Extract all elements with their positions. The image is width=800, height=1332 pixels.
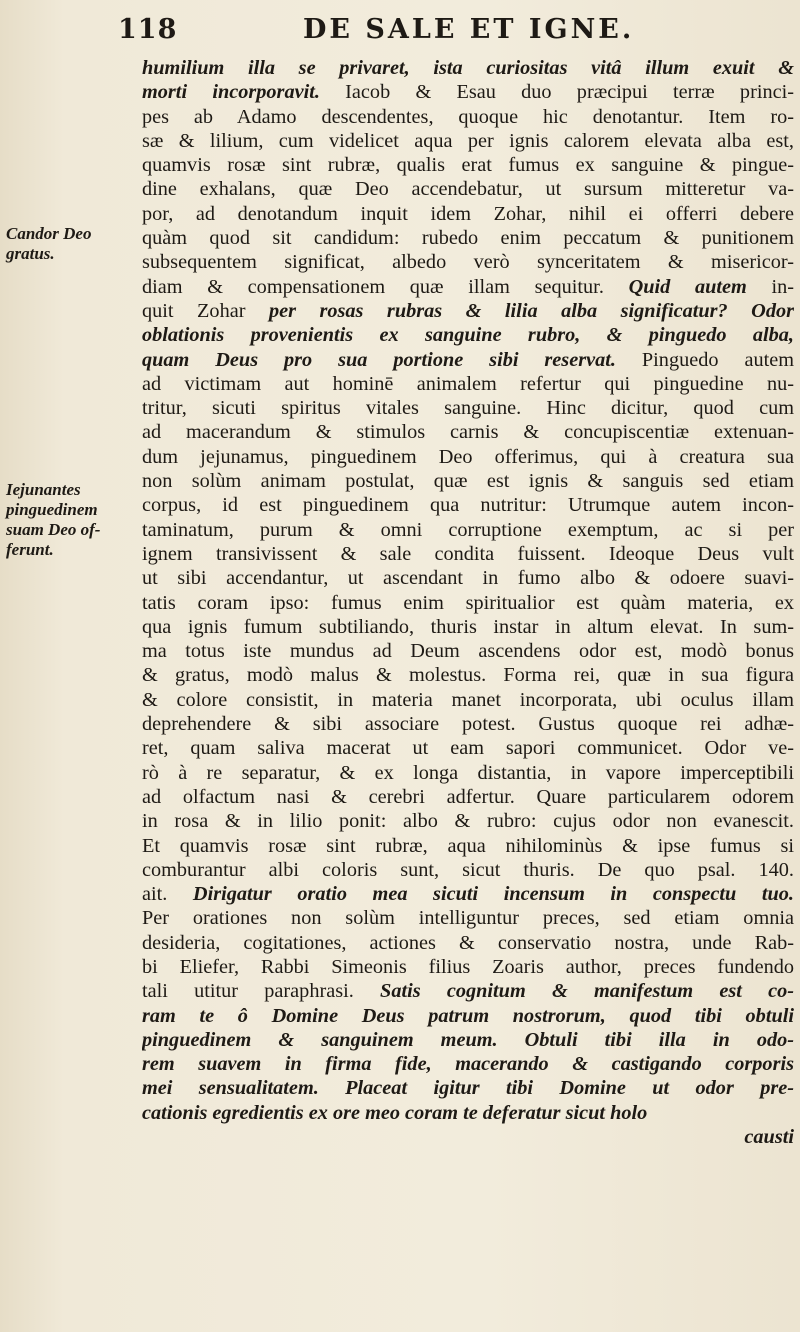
- text-line: [142, 955, 794, 979]
- text-line: [142, 445, 794, 469]
- text-line: [142, 736, 794, 760]
- text-line: [142, 469, 794, 493]
- text-line: [142, 80, 794, 104]
- text-line: [142, 858, 794, 882]
- roman-run: desideria, cogitationes, actiones & conservatio nostra, unde Rab-: [142, 931, 794, 954]
- roman-run: ignem transivissent & sale condita fuissent. Ideoque Deus vult: [142, 542, 794, 565]
- margin-note-line: Iejunantes: [6, 480, 81, 499]
- roman-run: in rosa & in lilio ponit: albo & rubro: cujus odor non evanescit.: [142, 810, 794, 833]
- roman-run: tali utitur paraphrasi.: [142, 980, 381, 1003]
- roman-run: tritur, sicuti spiritus vitales sanguine. Hinc dicitur, quod cum: [142, 397, 794, 420]
- text-line: [142, 275, 794, 299]
- text-line: [142, 348, 794, 372]
- italic-run: Dirigatur oratio mea sicuti incensum in conspectu tuo.: [192, 883, 794, 906]
- text-line: [142, 250, 794, 274]
- roman-run: Et quamvis rosæ sint rubræ, aqua nihilominùs & ipse fumus si: [142, 834, 794, 857]
- roman-run: corpus, id est pinguedinem qua nutritur: Utrumque autem incon-: [142, 494, 794, 517]
- margin-note-line: gratus.: [6, 244, 55, 263]
- roman-run: non solùm animam postulat, quæ est ignis & sanguis sed etiam: [142, 470, 794, 493]
- roman-run: deprehendere & sibi associare potest. Gustus quoque rei adhæ-: [142, 713, 794, 736]
- roman-run: quàm quod sit candidum: rubedo enim peccatum & punitionem: [142, 227, 794, 250]
- text-line: [142, 979, 794, 1003]
- roman-run: ad victimam aut hominē animalem refertur qui pinguedine nu-: [142, 372, 794, 395]
- text-line: [142, 906, 794, 930]
- italic-run: oblationis provenientis ex sanguine rubro, & pinguedo alba,: [142, 324, 794, 347]
- roman-run: taminatum, purum & omni corruptione exemptum, ac si per: [142, 518, 794, 541]
- italic-run: Satis cognitum & manifestum est co-: [380, 980, 794, 1003]
- italic-run: rem suavem in firma fide, macerando & castigando corporis: [142, 1053, 794, 1076]
- running-title: DE SALE ET IGNE.: [303, 14, 635, 45]
- roman-run: Iacob & Esau duo præcipui terræ princi-: [345, 81, 794, 104]
- text-line: [142, 712, 794, 736]
- text-line: [142, 396, 794, 420]
- text-line: [142, 202, 794, 226]
- italic-run: per rosas rubras & lilia alba significatur? Odor: [268, 299, 794, 322]
- roman-run: qua ignis fumum subtiliando, thuris instar in altum elevat. In sum-: [142, 615, 794, 638]
- text-line: [142, 299, 794, 323]
- roman-run: diam & compensationem quæ illam sequitur.: [142, 275, 629, 298]
- text-line: [142, 129, 794, 153]
- text-line: [142, 153, 794, 177]
- italic-run: humilium illa se privaret, ista curiositas vitâ illum exuit &: [142, 57, 794, 79]
- text-line: [142, 56, 794, 80]
- body-text: [142, 56, 794, 1149]
- roman-run: & gratus, modò malus & molestus. Forma rei, quæ in sua figura: [142, 664, 794, 687]
- text-line: [142, 1101, 794, 1125]
- page-number: 118: [118, 14, 178, 45]
- roman-run: por, ad denotandum inquit idem Zohar, nihil ei offerri debere: [142, 202, 794, 225]
- text-line: [142, 1125, 794, 1149]
- margin-note-line: Candor Deo: [6, 224, 92, 243]
- margin-note-line: ferunt.: [6, 540, 54, 559]
- text-line: [142, 639, 794, 663]
- text-line: [142, 542, 794, 566]
- roman-run: Pinguedo autem: [641, 348, 794, 371]
- roman-run: ret, quam saliva macerat ut eam sapori communicet. Odor ve-: [142, 737, 794, 760]
- text-line: [142, 372, 794, 396]
- text-line: [142, 663, 794, 687]
- text-line: [142, 1004, 794, 1028]
- text-line: [142, 809, 794, 833]
- text-line: [142, 323, 794, 347]
- text-line: [142, 420, 794, 444]
- italic-run: pinguedinem & sanguinem meum. Obtuli tibi illa in odo-: [142, 1028, 794, 1051]
- italic-run: morti incorporavit.: [142, 81, 346, 104]
- italic-run: quam Deus pro sua portione sibi reservat.: [142, 348, 642, 371]
- italic-run: causti: [744, 1126, 794, 1149]
- text-line: [142, 615, 794, 639]
- italic-run: Quid autem: [628, 275, 747, 298]
- text-line: [142, 931, 794, 955]
- italic-run: ram te ô Domine Deus patrum nostrorum, quod tibi obtuli: [142, 1004, 794, 1027]
- roman-run: quamvis rosæ sint rubræ, qualis erat fumus ex sanguine & pingue-: [142, 154, 794, 177]
- roman-run: ad macerandum & stimulos carnis & concupiscentiæ extenuan-: [142, 421, 794, 444]
- text-line: [142, 882, 794, 906]
- margin-note-candor: [6, 224, 136, 264]
- text-line: [142, 226, 794, 250]
- text-line: [142, 1028, 794, 1052]
- text-line: [142, 566, 794, 590]
- roman-run: pes ab Adamo descendentes, quoque hic denotantur. Item ro-: [142, 105, 794, 128]
- roman-run: Per orationes non solùm intelliguntur preces, sed etiam omnia: [142, 907, 794, 930]
- text-line: [142, 1052, 794, 1076]
- roman-run: bi Eliefer, Rabbi Simeonis filius Zoaris author, preces fundendo: [142, 955, 794, 978]
- margin-note-iejunantes: [6, 480, 136, 560]
- roman-run: ma totus iste mundus ad Deum ascendens odor est, modò bonus: [142, 640, 794, 663]
- roman-run: in-: [746, 275, 794, 298]
- text-line: [142, 591, 794, 615]
- text-line: [142, 1076, 794, 1100]
- margin-note-line: pinguedinem: [6, 500, 98, 519]
- text-line: [142, 834, 794, 858]
- roman-run: tatis coram ipso: fumus enim spiritualior est quàm materia, ex: [142, 591, 794, 614]
- roman-run: ut sibi accendantur, ut ascendant in fumo albo & odoere suavi-: [142, 567, 794, 590]
- italic-run: mei sensualitatem. Placeat igitur tibi Domine ut odor pre-: [142, 1077, 794, 1100]
- text-line: [142, 761, 794, 785]
- text-line: [142, 493, 794, 517]
- roman-run: quit Zohar: [142, 299, 269, 322]
- roman-run: dum jejunamus, pinguedinem Deo offerimus, qui à creatura sua: [142, 445, 794, 468]
- roman-run: comburantur albi coloris sunt, sicut thuris. De quo psal. 140.: [142, 858, 794, 881]
- text-line: [142, 688, 794, 712]
- roman-run: sæ & lilium, cum videlicet aqua per ignis calorem elevata alba est,: [142, 129, 794, 152]
- roman-run: & colore consistit, in materia manet incorporata, ubi oculus illam: [142, 688, 794, 711]
- text-line: [142, 105, 794, 129]
- roman-run: dine exhalans, quæ Deo accendebatur, ut sursum mitteretur va-: [142, 178, 794, 201]
- roman-run: subsequentem significat, albedo verò synceritatem & misericor-: [142, 251, 794, 274]
- italic-run: cationis egredientis ex ore meo coram te deferatur sicut holo: [142, 1101, 648, 1124]
- roman-run: ait.: [142, 883, 193, 906]
- text-line: [142, 785, 794, 809]
- text-line: [142, 518, 794, 542]
- roman-run: rò à re separatur, & ex longa distantia, in vapore imperceptibili: [142, 761, 794, 784]
- roman-run: ad olfactum nasi & cerebri adfertur. Quare particularem odorem: [142, 785, 794, 808]
- page-header: [118, 14, 778, 54]
- margin-note-line: suam Deo of-: [6, 520, 101, 539]
- text-line: [142, 177, 794, 201]
